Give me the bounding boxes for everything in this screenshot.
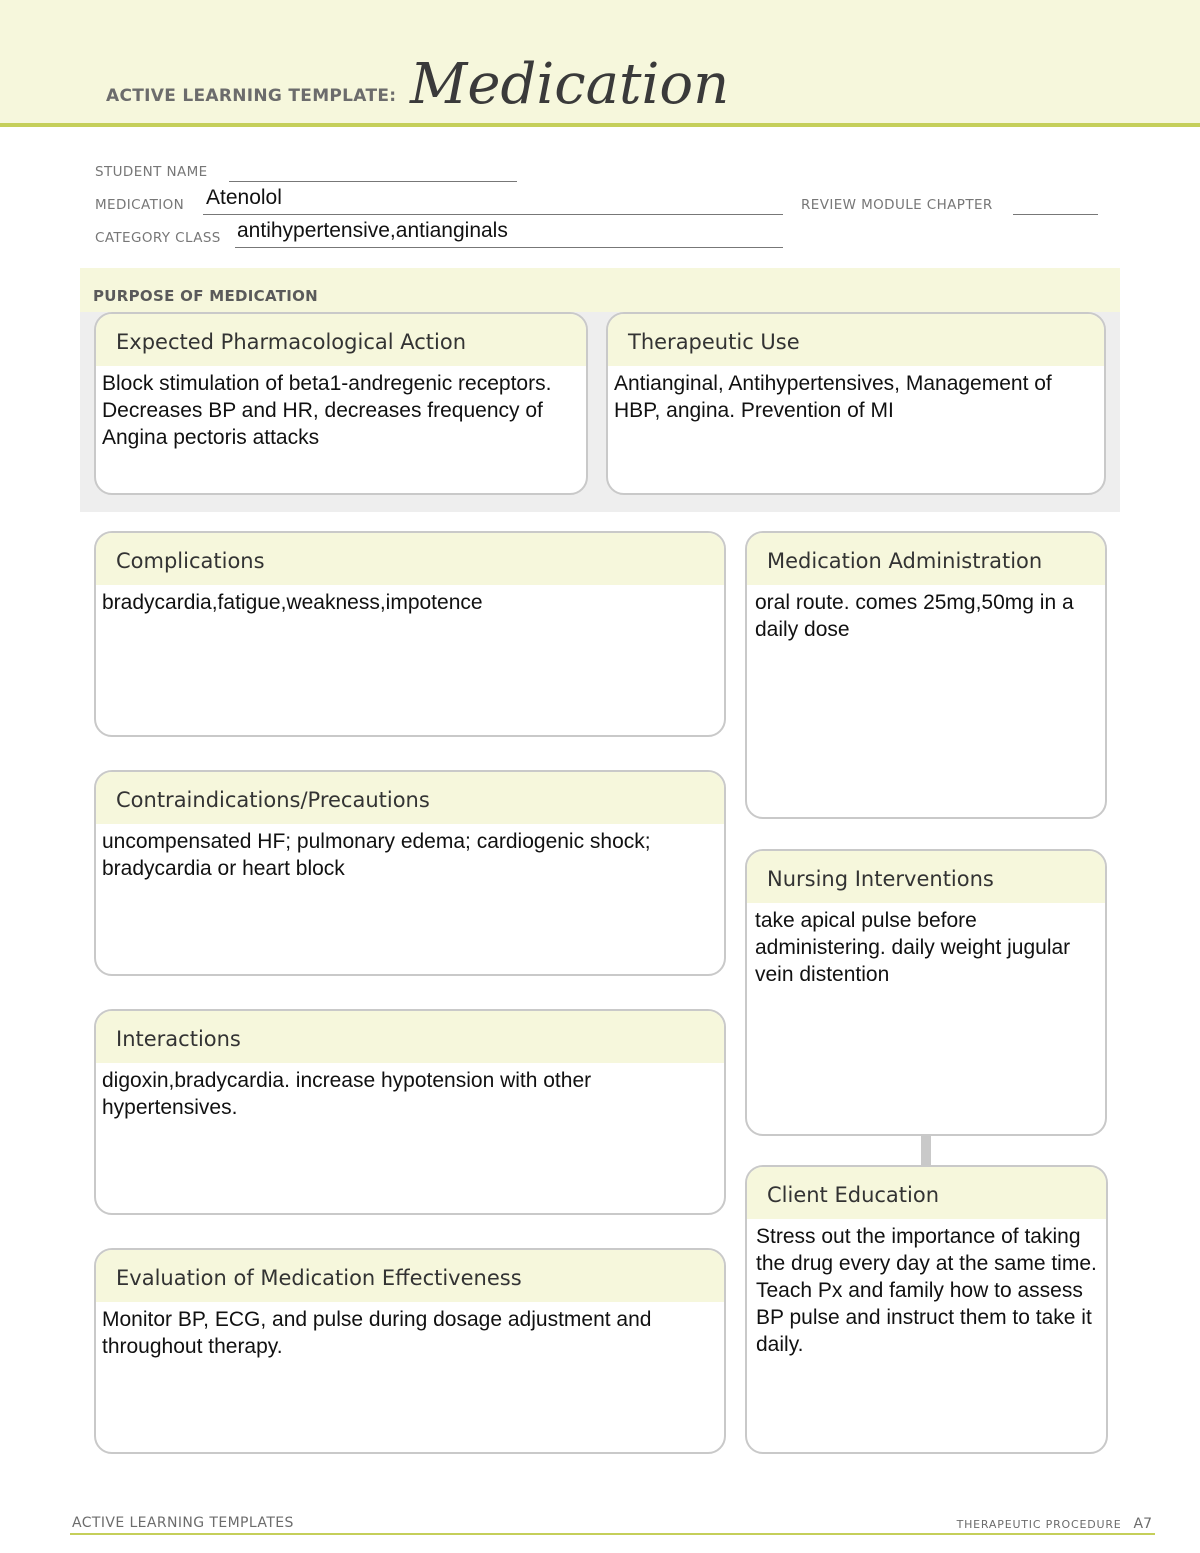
header-divider <box>0 123 1200 127</box>
interactions-text: digoxin,bradycardia. increase hypotension with other hypertensives. <box>102 1069 592 1119</box>
medication-administration-title: Medication Administration <box>747 533 1105 585</box>
evaluation-text: Monitor BP, ECG, and pulse during dosage adjustment and throughout therapy. <box>102 1308 652 1358</box>
expected-action-text: Block stimulation of beta1-andregenic receptors. Decreases BP and HR, decreases frequency of Angina pectoris attacks <box>102 372 552 449</box>
footer-right <box>957 1516 1152 1532</box>
student-name-field[interactable] <box>229 181 517 182</box>
page-title: Medication <box>410 52 730 117</box>
connector-bar <box>921 1134 931 1166</box>
interactions-title: Interactions <box>96 1011 724 1063</box>
footer-divider <box>70 1533 1155 1535</box>
medication-value: Atenolol <box>206 186 282 209</box>
purpose-label: PURPOSE OF MEDICATION <box>93 287 319 305</box>
medication-field[interactable] <box>203 214 783 215</box>
medication-administration-text: oral route. comes 25mg,50mg in a daily dose <box>755 591 1074 641</box>
therapeutic-use-text: Antianginal, Antihypertensives, Management of HBP, angina. Prevention of MI <box>614 372 1052 422</box>
client-education-text: Stress out the importance of taking the drug every day at the same time. Teach Px and family how to assess BP pulse and instruct them to take it daily. <box>756 1225 1097 1356</box>
therapeutic-use-title: Therapeutic Use <box>608 314 1104 366</box>
client-education-box[interactable] <box>745 1165 1108 1454</box>
page-number: A7 <box>1133 1516 1152 1532</box>
evaluation-title: Evaluation of Medication Effectiveness <box>96 1250 724 1302</box>
medication-label: MEDICATION <box>95 197 185 213</box>
review-module-field[interactable] <box>1013 214 1098 215</box>
interactions-box[interactable] <box>94 1009 726 1215</box>
footer-section-label: THERAPEUTIC PROCEDURE <box>956 1518 1122 1531</box>
medication-administration-box[interactable] <box>745 531 1107 819</box>
complications-title: Complications <box>96 533 724 585</box>
category-class-field[interactable] <box>235 247 783 248</box>
evaluation-box[interactable] <box>94 1248 726 1454</box>
nursing-interventions-title: Nursing Interventions <box>747 851 1105 903</box>
footer-left-label: ACTIVE LEARNING TEMPLATES <box>72 1515 294 1531</box>
category-class-value: antihypertensive,antianginals <box>237 219 508 242</box>
nursing-interventions-text: take apical pulse before administering. daily weight jugular vein distention <box>755 909 1071 986</box>
review-module-label: REVIEW MODULE CHAPTER <box>801 197 993 213</box>
complications-text: bradycardia,fatigue,weakness,impotence <box>102 591 483 614</box>
client-education-title: Client Education <box>747 1167 1106 1219</box>
category-class-label: CATEGORY CLASS <box>95 230 221 246</box>
complications-box[interactable] <box>94 531 726 737</box>
nursing-interventions-box[interactable] <box>745 849 1107 1136</box>
contraindications-title: Contraindications/Precautions <box>96 772 724 824</box>
contraindications-box[interactable] <box>94 770 726 976</box>
student-name-label: STUDENT NAME <box>95 164 208 180</box>
expected-action-box[interactable] <box>94 312 588 495</box>
contraindications-text: uncompensated HF; pulmonary edema; cardiogenic shock; bradycardia or heart block <box>102 830 651 880</box>
template-label: ACTIVE LEARNING TEMPLATE: <box>106 86 397 106</box>
therapeutic-use-box[interactable] <box>606 312 1106 495</box>
expected-action-title: Expected Pharmacological Action <box>96 314 586 366</box>
